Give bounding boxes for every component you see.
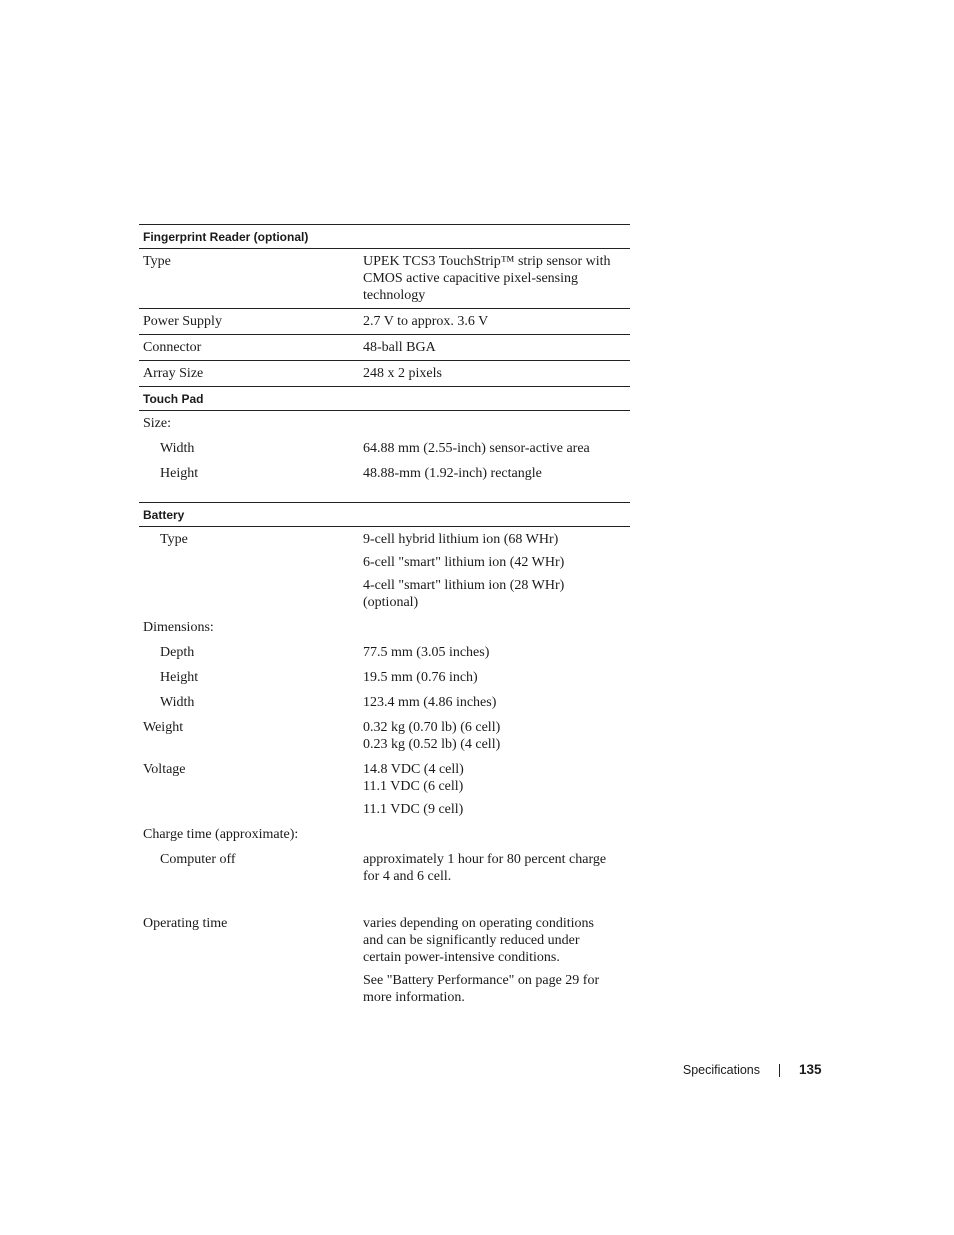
spec-label: Charge time (approximate): [143,827,299,842]
spacer [139,889,630,911]
spec-value-line: for 4 and 6 cell. [363,869,452,884]
spec-row-battery-height [139,665,630,690]
spec-row-type [139,249,630,309]
spec-value [363,715,630,757]
spec-value: 64.88 mm (2.55-inch) sensor-active area [363,441,590,456]
footer-divider [779,1064,780,1077]
spec-label: Depth [160,645,195,660]
spec-row-array-size [139,361,630,386]
spec-label: Width [160,441,195,456]
spec-label: Width [160,695,195,710]
spec-table [139,224,630,1010]
spec-label: Dimensions: [143,620,214,635]
spec-value-line: more information. [363,990,465,1005]
spec-value [363,822,630,847]
spec-value-line: and can be significantly reduced under [363,933,580,948]
spec-row-dimensions [139,615,630,640]
spec-value-line: 11.1 VDC (6 cell) [363,779,464,794]
section-header-battery: Battery [139,502,630,527]
spec-label: Type [143,254,171,269]
spec-label: Computer off [160,852,236,867]
spec-value-line: 14.8 VDC (4 cell) [363,762,464,777]
spec-row-depth [139,640,630,665]
spec-row-operating-time [139,911,630,1010]
spec-value-line: technology [363,288,426,303]
spec-value: 2.7 V to approx. 3.6 V [363,314,489,329]
spec-label: Operating time [143,916,228,931]
spec-row-battery-width [139,690,630,715]
spec-value [363,615,630,640]
spec-value-line: varies depending on operating conditions [363,916,594,931]
spec-label: Voltage [143,762,186,777]
spec-label: Power Supply [143,314,222,329]
spec-value-line: 0.23 kg (0.52 lb) (4 cell) [363,737,501,752]
spec-value [363,411,630,436]
spec-value-line: approximately 1 hour for 80 percent charge [363,852,607,867]
page-number: 135 [799,1062,822,1077]
spec-value: 77.5 mm (3.05 inches) [363,645,490,660]
spec-label: Connector [143,340,202,355]
spec-value-para [363,915,624,966]
spec-value [363,847,630,889]
spec-value-line: 6-cell "smart" lithium ion (42 WHr) [363,555,565,570]
spec-row-width [139,436,630,461]
spec-label: Array Size [143,366,204,381]
section-header-touchpad: Touch Pad [139,386,630,411]
spec-row-battery-type [139,527,630,615]
spec-row-voltage [139,757,630,822]
spec-value-line: UPEK TCS3 TouchStrip™ strip sensor with [363,254,611,269]
spec-row-size [139,411,630,436]
spec-value [363,911,630,1010]
spec-row-weight [139,715,630,757]
spec-label: Height [160,466,199,481]
spec-value: 48.88-mm (1.92-inch) rectangle [363,466,542,481]
spec-value-para [363,577,624,611]
spec-row-height [139,461,630,486]
spec-value-line: 4-cell "smart" lithium ion (28 WHr) [363,578,565,593]
spec-value-line: certain power-intensive conditions. [363,950,560,965]
spec-value [363,527,630,615]
spec-value-para [363,972,624,1006]
spec-value: 248 x 2 pixels [363,366,442,381]
spec-row-connector [139,335,630,361]
spec-row-power-supply [139,309,630,335]
spec-value: 123.4 mm (4.86 inches) [363,695,497,710]
section-header-fingerprint: Fingerprint Reader (optional) [139,224,630,249]
spec-value-line: See "Battery Performance" on page 29 for [363,973,600,988]
spec-value-line: 11.1 VDC (9 cell) [363,802,464,817]
spec-value [363,249,630,308]
spec-value: 48-ball BGA [363,340,436,355]
spec-value [363,757,630,822]
spec-row-computer-off [139,847,630,889]
spec-value-line: 9-cell hybrid lithium ion (68 WHr) [363,532,559,547]
footer-section-name: Specifications [682,1063,760,1077]
spec-label: Height [160,670,199,685]
spec-value-line: CMOS active capacitive pixel-sensing [363,271,578,286]
spec-value-line: 0.32 kg (0.70 lb) (6 cell) [363,720,501,735]
spec-value-para [363,761,624,795]
spec-row-charge-time [139,822,630,847]
spec-label: Weight [143,720,184,735]
spec-value-line: (optional) [363,595,419,610]
spec-label: Type [160,532,188,547]
spec-value: 19.5 mm (0.76 inch) [363,670,478,685]
page-footer [0,1061,954,1081]
spacer [139,486,630,502]
spec-label: Size: [143,416,171,431]
